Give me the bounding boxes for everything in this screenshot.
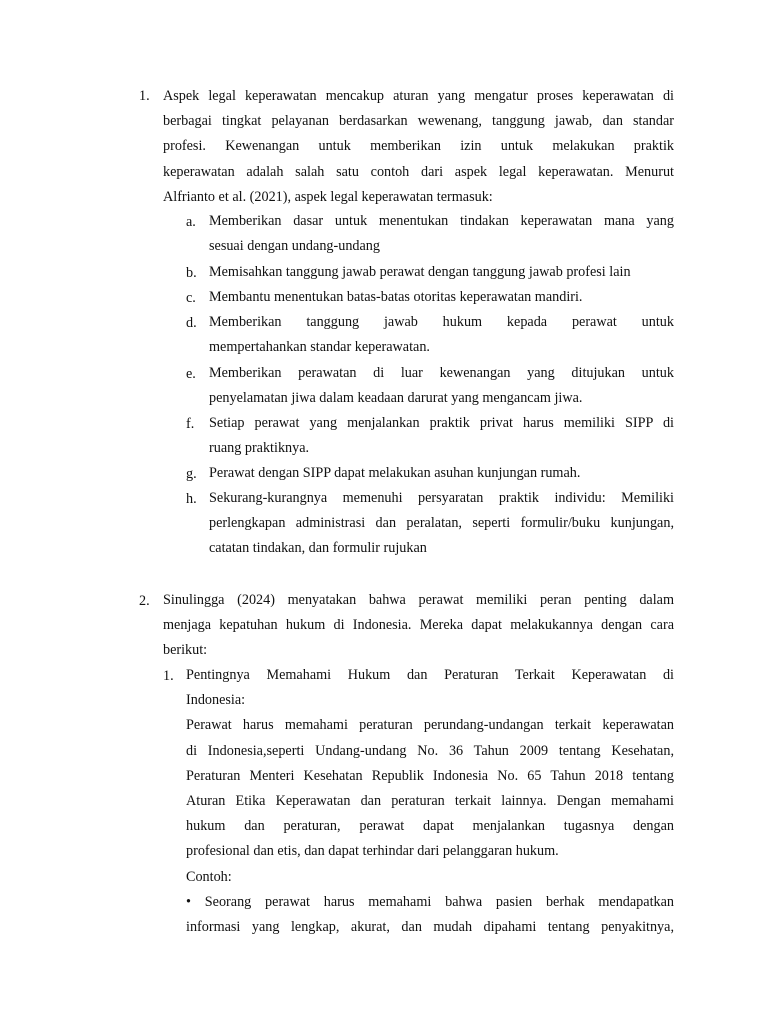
sublist-letter: g. [186,466,197,482]
sublist-number: 1. [163,668,174,684]
text-line: perlengkapan administrasi dan peralatan, seperti formulir/buku kunjungan, [209,515,674,532]
list-number: 1. [139,88,150,104]
text-line: Memberikan tanggung jawab hukum kepada perawat untuk [209,314,674,330]
sublist-item-h [209,486,674,562]
sublist-letter: d. [186,315,197,331]
paragraph-sinulingga [163,588,674,664]
text-line: sesuai dengan undang-undang [209,238,380,255]
text-line: berikut: [163,642,208,659]
sublist-item-c [209,285,674,310]
text-line: informasi yang lengkap, akurat, dan mudah dipahami tentang penyakitnya, [186,918,674,935]
text-line: Memisahkan tanggung jawab perawat dengan tanggung jawab profesi lain [209,264,631,280]
sublist-item-e [209,361,674,411]
sublist-letter: f. [186,416,195,432]
text-line: berbagai tingkat pelayanan berdasarkan wewenang, tanggung jawab, dan standar [163,113,674,130]
list-number: 2. [139,593,150,609]
text-line: • Seorang perawat harus memahami bahwa pasien berhak mendapatkan [186,893,674,910]
sublist-item-f [209,411,674,461]
sublist-item-a [209,209,674,259]
text-line: ruang praktiknya. [209,440,310,457]
text-line: di Indonesia,seperti Undang-undang No. 36 Tahun 2009 tentang Kesehatan, [186,742,674,759]
sublist-letter: a. [186,214,196,230]
text-line: mempertahankan standar keperawatan. [209,339,430,356]
sublist-letter: h. [186,491,197,507]
sublist-item-d [209,310,674,360]
example-label: Contoh: [186,868,232,885]
sublist-letter: b. [186,265,197,281]
paragraph-aspek-legal [163,84,674,210]
text-line: Memberikan perawatan di luar kewenangan yang ditujukan untuk [209,365,674,381]
text-line: Aturan Etika Keperawatan dan peraturan terkait lainnya. Dengan memahami [186,792,674,809]
text-line: Peraturan Menteri Kesehatan Republik Indonesia No. 65 Tahun 2018 tentang [186,767,674,784]
text-line: profesional dan etis, dan dapat terhindar dari pelanggaran hukum. [186,843,559,860]
sublist-item-b [209,260,674,285]
sublist-letter: e. [186,366,196,382]
sublist-letter: c. [186,290,196,306]
text-line: catatan tindakan, dan formulir rujukan [209,540,427,557]
text-line: Sinulingga (2024) menyatakan bahwa perawat memiliki peran penting dalam [163,592,674,608]
text-line: keperawatan adalah salah satu contoh dari aspek legal keperawatan. Menurut [163,163,674,180]
text-line: profesi. Kewenangan untuk memberikan izin untuk melakukan praktik [163,138,674,155]
text-line: hukum dan peraturan, perawat dapat menjalankan tugasnya dengan [186,818,674,835]
text-line: Indonesia: [186,692,246,709]
text-line: Membantu menentukan batas-batas otoritas keperawatan mandiri. [209,289,583,305]
text-line: Alfrianto et al. (2021), aspek legal keperawatan termasuk: [163,188,493,205]
text-line: penyelamatan jiwa dalam keadaan darurat yang mengancam jiwa. [209,390,583,407]
text-line: menjaga kepatuhan hukum di Indonesia. Mereka dapat melakukannya dengan cara [163,617,674,634]
sublist-item-g [209,461,674,486]
text-line: Aspek legal keperawatan mencakup aturan yang mengatur proses keperawatan di [163,88,674,104]
text-line: Perawat dengan SIPP dapat melakukan asuhan kunjungan rumah. [209,465,581,481]
text-line: Sekurang-kurangnya memenuhi persyaratan praktik individu: Memiliki [209,490,674,506]
text-line: Pentingnya Memahami Hukum dan Peraturan Terkait Keperawatan di [186,667,674,683]
text-line: Memberikan dasar untuk menentukan tindakan keperawatan mana yang [209,213,674,229]
text-line: Setiap perawat yang menjalankan praktik privat harus memiliki SIPP di [209,415,674,431]
sublist-item-pentingnya [186,663,674,940]
text-line: Perawat harus memahami peraturan perundang-undangan terkait keperawatan [186,717,674,734]
